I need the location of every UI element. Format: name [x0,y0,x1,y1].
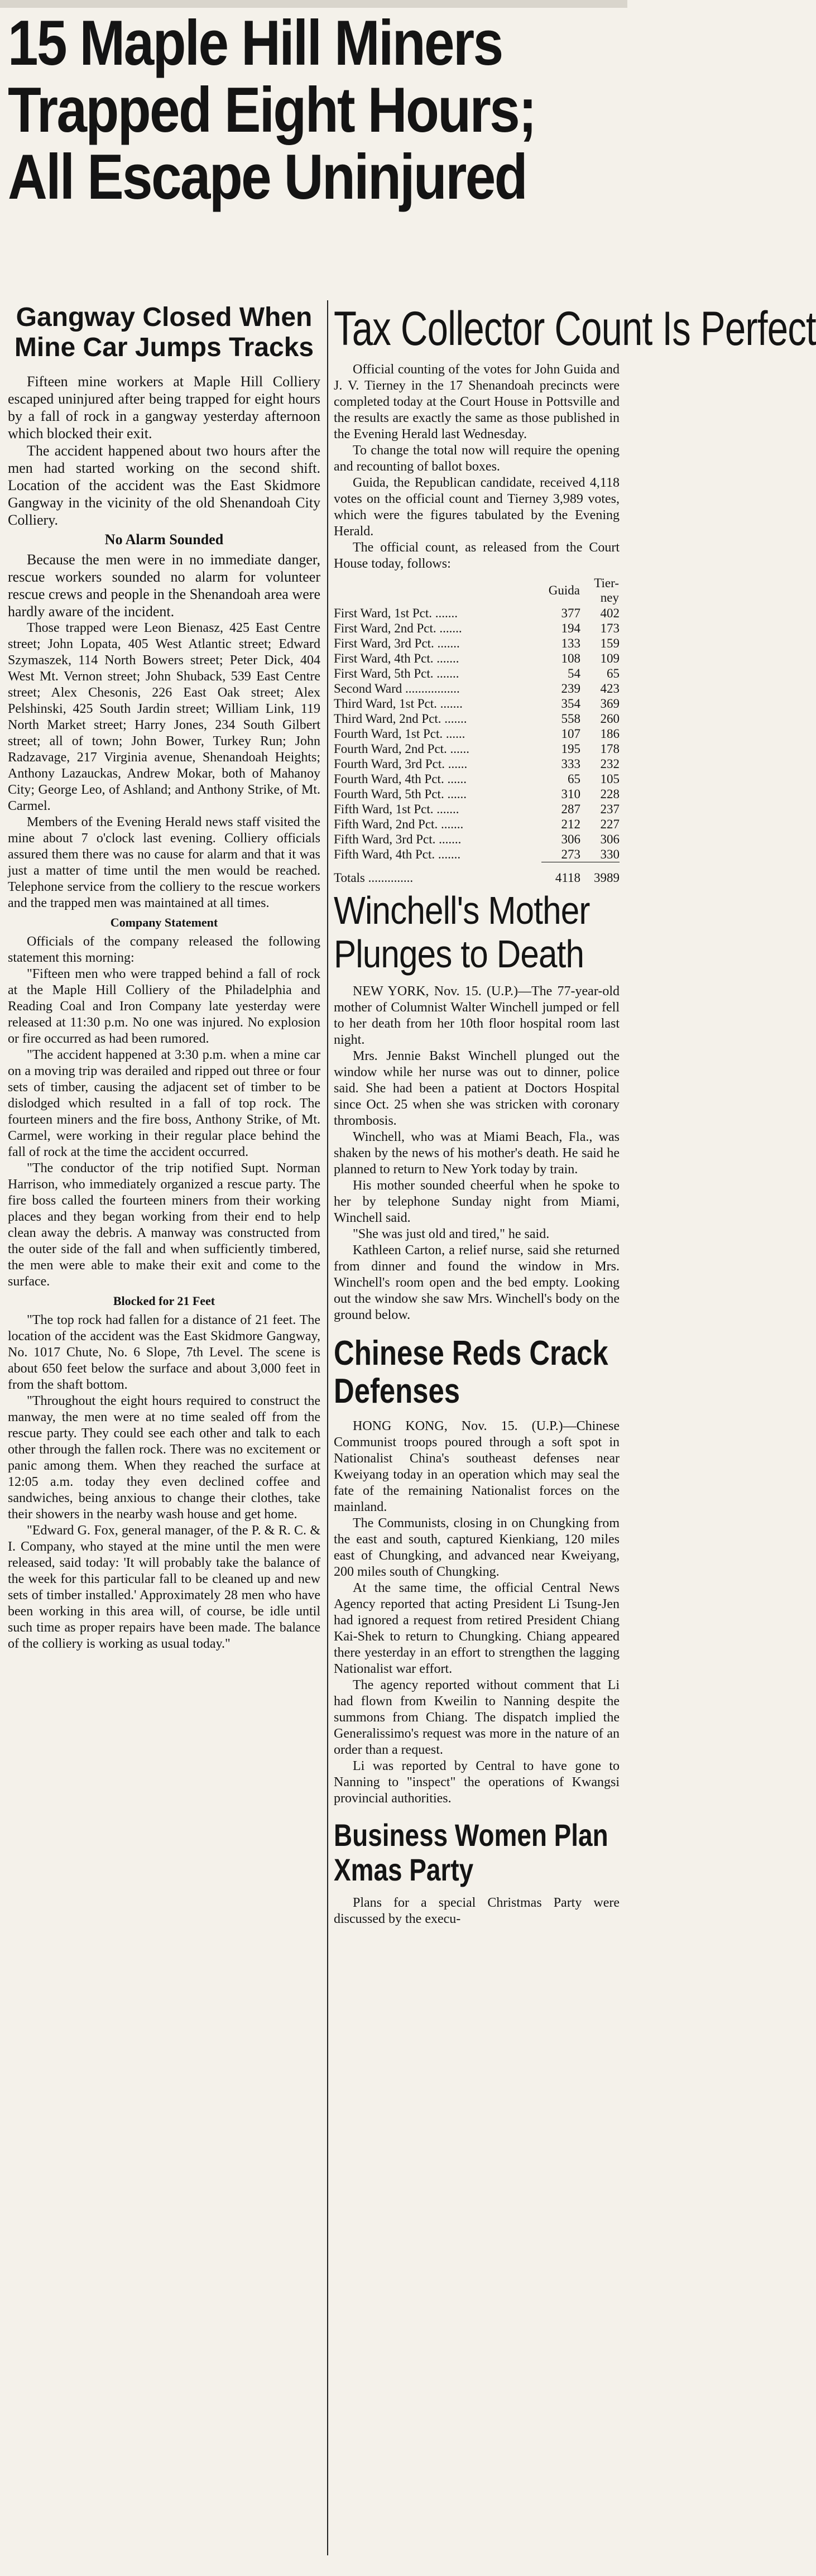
vote-cell-ward: First Ward, 3rd Pct. ....... [334,636,460,650]
vote-row [334,726,620,741]
vote-cell-guida: 306 [561,832,580,846]
reds-story-paragraph: HONG KONG, Nov. 15. (U.P.)—Chinese Communist troops poured through a soft spot in Nationalist China's southeast defenses near Kweiyang today in an operation which may seal the fate of the remaining Nationalist forces on the mainland. [334,1419,620,1514]
vote-row [334,741,620,756]
mine-story-paragraph: "Edward G. Fox, general manager, of the P. & R. C. & I. Company, who stayed at the mine until the men were released, said today: 'It will probably take the balance of the week for this particular fall to be cleaned up and new sets of timber installed.' Approximately 28 men who have been working in this area will, of course, be idle until such time as proper repairs have been made. The balance of the colliery is working as usual today." [8,1523,320,1651]
tierney-column-header: Tier- ney [594,576,619,605]
banner-line-2: Trapped Eight Hours; [8,75,536,146]
vote-cell-tierney: 109 [600,651,620,665]
vote-row [334,651,620,666]
totals-guida: 4118 [541,862,580,886]
vote-cell-guida: 310 [561,787,580,801]
reds-story-paragraph: The Communists, closing in on Chungking from the east and south, captured Kienkiang, 120 miles east of Chungking, and advanced near Kweiyang, 200 miles south of Chungking. [334,1516,620,1579]
subhead-blocked: Blocked for 21 Feet [113,1294,215,1308]
vote-cell-ward: Fourth Ward, 4th Pct. ...... [334,772,467,786]
mine-story-paragraph: Because the men were in no immediate danger, rescue workers sounded no alarm for volunteer rescue crews and people in the Shenandoah area were hardly aware of the incident. [8,551,320,620]
vote-cell-guida: 108 [561,651,580,665]
vote-cell-tierney: 228 [600,787,620,801]
vote-cell-ward: Second Ward ................. [334,682,460,695]
guida-column-header: Guida [548,583,580,597]
vote-cell-guida: 212 [561,817,580,831]
vote-cell-tierney: 105 [600,772,620,786]
winchell-story-paragraph: Mrs. Jennie Bakst Winchell plunged out the window while her nurse was out to dinner, police said. She had been a patient at Doctors Hospital since Oct. 25 when she was stricken with coronary thrombosis. [334,1049,620,1128]
vote-cell-tierney: 173 [600,621,620,635]
vote-cell-guida: 333 [561,757,580,771]
vote-cell-tierney: 369 [600,697,620,711]
banner-headline [8,10,620,211]
vote-cell-guida: 377 [561,606,580,620]
mine-story-paragraph: "Throughout the eight hours required to construct the manway, the men were at no time sealed off from the rescue party. They could see each other and talk to each other through the fallen rock. There was no excitement or panic among them. When they reached the surface at 12:05 a.m. today they even declined coffee and sandwiches, being anxious to change their clothes, take their showers in the nearby wash house and get home. [8,1394,320,1522]
vote-cell-ward: Fourth Ward, 1st Pct. ...... [334,727,465,741]
vote-cell-ward: First Ward, 1st Pct. ....... [334,606,458,620]
reds-story-paragraph: Li was reported by Central to have gone to Nanning to "inspect" the operations of Kwangsi provincial authorities. [334,1759,620,1806]
vote-cell-guida: 273 [561,847,580,861]
vote-cell-tierney: 423 [600,682,620,695]
vote-row [334,621,620,636]
tax-story-headline: Tax Collector Count Is Perfect [334,302,816,356]
reds-story-paragraph: The agency reported without comment that Li had flown from Kweilin to Nanning despite the summons from Chiang. The dispatch implied the Generalissimo's request was more in the nature of an order than a request. [334,1678,620,1757]
vote-row [334,802,620,817]
mine-story-deck: Gangway Closed When Mine Car Jumps Tracks [14,303,314,362]
vote-cell-tierney: 227 [600,817,620,831]
newspaper-page [8,8,816,1926]
vote-cell-guida: 133 [561,636,580,650]
mine-story-paragraph: Officials of the company released the following statement this morning: [8,934,320,965]
winchell-story-paragraph: NEW YORK, Nov. 15. (U.P.)—The 77-year-old mother of Columnist Walter Winchell jumped or fell to her death from her 10th floor hospital room last night. [334,984,620,1047]
vote-cell-guida: 65 [568,772,580,786]
winchell-story-paragraph: "She was just old and tired," he said. [353,1227,550,1241]
mine-story-paragraph: The accident happened about two hours after the men had started working on the second shift. Location of the accident was the East Skidmore Gangway in the vicinity of the old Shenandoah City Colliery. [8,443,320,528]
totals-tierney: 3989 [580,862,620,886]
vote-cell-guida: 239 [561,682,580,695]
mine-story-paragraph: "The conductor of the trip notified Supt. Norman Harrison, who immediately organized a rescue party. The fire boss called the fourteen miners from their working places and they began working from their end to help clean away the debris. A manway was constructed from the outer side of the fall and when sufficiently timbered, the men were able to make their exit and come to the surface. [8,1161,320,1289]
vote-cell-tierney: 178 [600,742,620,756]
vote-count-table [334,575,620,885]
vote-cell-ward: Fourth Ward, 2nd Pct. ...... [334,742,470,756]
vote-cell-ward: First Ward, 5th Pct. ....... [334,666,459,680]
vote-cell-guida: 558 [561,712,580,726]
vote-cell-tierney: 232 [600,757,620,771]
vote-cell-ward: First Ward, 2nd Pct. ....... [334,621,462,635]
vote-row [334,711,620,726]
column-divider [327,300,328,2555]
vote-cell-guida: 354 [561,697,580,711]
winchell-story-paragraph: Kathleen Carton, a relief nurse, said she returned from dinner and found the window in Mrs. Winchell's room open and the bed empty. Looking out the window she saw Mrs. Winchell's body on the ground below. [334,1243,620,1322]
banner-line-1: 15 Maple Hill Miners [8,8,502,79]
vote-cell-tierney: 159 [600,636,620,650]
winchell-story-headline: Winchell's Mother Plunges to Death [334,889,590,976]
vote-row [334,786,620,802]
reds-story-paragraph: At the same time, the official Central News Agency reported that acting President Li Tsung-Jen had ignored a request from retired President Chiang Kai-Shek to return to Chungking. Chiang appeared there yesterday in an effort to strengthen the lagging Nationalist war effort. [334,1581,620,1676]
vote-row [334,847,620,862]
columns [8,300,816,2567]
mine-story-paragraph: "The top rock had fallen for a distance of 21 feet. The location of the accident was the East Skidmore Gangway, No. 1017 Chute, No. 6 Slope, 7th Level. The scene is about 650 feet below the surface and about 3,000 feet in from the shaft bottom. [8,1313,320,1392]
winchell-story-paragraph: Winchell, who was at Miami Beach, Fla., was shaken by the news of his mother's death. He said he planned to return to New York today by train. [334,1130,620,1177]
vote-cell-tierney: 65 [607,666,620,680]
xmas-story-paragraph: Plans for a special Christmas Party were discussed by the execu- [334,1896,620,1926]
vote-cell-tierney: 330 [600,847,620,861]
vote-cell-tierney: 306 [600,832,620,846]
page-top-edge [0,0,627,8]
vote-cell-ward: Fourth Ward, 3rd Pct. ...... [334,757,468,771]
vote-row [334,681,620,696]
vote-row [334,606,620,621]
vote-row [334,832,620,847]
vote-cell-guida: 195 [561,742,580,756]
vote-row [334,756,620,771]
vote-cell-ward: Fourth Ward, 5th Pct. ...... [334,787,467,801]
vote-cell-ward: Fifth Ward, 2nd Pct. ....... [334,817,464,831]
tax-story-paragraph: Guida, the Republican candidate, received 4,118 votes on the official count and Tierney 3,989 votes, which were the figures tabulated by the Evening Herald. [334,476,620,539]
vote-row [334,817,620,832]
vote-cell-guida: 194 [561,621,580,635]
mine-story-paragraph: "Fifteen men who were trapped behind a fall of rock at the Maple Hill Colliery of the Philadelphia and Reading Coal and Iron Company late yesterday were released at 11:30 p.m. No one was injured. No explosion or fire occurred as had been rumored. [8,967,320,1046]
mine-story [8,300,320,1652]
vote-cell-tierney: 402 [600,606,620,620]
vote-cell-tierney: 186 [600,727,620,741]
vote-cell-tierney: 237 [600,802,620,816]
vote-cell-ward: Third Ward, 1st Pct. ....... [334,697,463,711]
vote-cell-ward: Third Ward, 2nd Pct. ....... [334,712,467,726]
vote-cell-ward: Fifth Ward, 1st Pct. ....... [334,802,459,816]
reds-story-headline: Chinese Reds Crack Defenses [334,1334,608,1411]
vote-cell-ward: First Ward, 4th Pct. ....... [334,651,459,665]
vote-cell-guida: 287 [561,802,580,816]
vote-cell-ward: Fifth Ward, 4th Pct. ....... [334,847,461,862]
tax-story-paragraph: To change the total now will require the opening and recounting of ballot boxes. [334,443,620,474]
vote-table-header [334,575,620,606]
vote-row [334,666,620,681]
xmas-story-headline: Business Women Plan Xmas Party [334,1817,608,1887]
vote-cell-ward: Fifth Ward, 3rd Pct. ....... [334,832,462,846]
tax-story-paragraph: The official count, as released from the Court House today, follows: [334,540,620,571]
vote-cell-guida: 54 [568,666,580,680]
subhead-company-statement: Company Statement [110,915,218,929]
vote-totals-row [334,862,620,886]
right-column [334,300,816,1927]
mine-story-paragraph: "The accident happened at 3:30 p.m. when a mine car on a moving trip was derailed and ripped out three or four sets of timber, causing the adjacent set of timber to be dislodged which resulted in a fall of top rock. The fourteen miners and the fire boss, Anthony Strike, of Mt. Carmel, were working in their regular place behind the fall of rock at the time the accident occurred. [8,1048,320,1159]
vote-cell-tierney: 260 [600,712,620,726]
vote-row [334,771,620,786]
mine-story-paragraph: Members of the Evening Herald news staff visited the mine about 7 o'clock last evening. Colliery officials assured them there was no cause for alarm and that it was just a matter of time until the men would be reached. Telephone service from the colliery to the rescue workers and the trapped men was maintained at all times. [8,815,320,910]
tax-story-paragraph: Official counting of the votes for John Guida and J. V. Tierney in the 17 Shenandoah precincts were completed today at the Court House in Pottsville and the results are exactly the same as those published in the Evening Herald last Wednesday. [334,362,620,442]
winchell-story-paragraph: His mother sounded cheerful when he spoke to her by telephone Sunday night from Miami, Winchell said. [334,1178,620,1225]
banner-line-3: All Escape Uninjured [8,142,527,213]
mine-story-paragraph: Those trapped were Leon Bienasz, 425 East Centre street; John Lopata, 405 West Atlantic street; Edward Szymaszek, 114 North Bowers street; Peter Dick, 404 West Mt. Vernon street; John Shuback, 539 East Centre street; Alex Chesonis, 226 East Oak street; Alex Pelshinski, 425 South Jardin street; William Link, 119 North Market street; Harry Jones, 234 South Gilbert street; all of town; John Bower, Turkey Run; John Radzavage, 217 Virginia avenue, Shenandoah Heights; Anthony Lazauckas, Andrew Mokar, both of Mahanoy City; George Leo, of Ashland; and Anthony Strike, of Mt. Carmel. [8,621,320,813]
mine-story-paragraph: Fifteen mine workers at Maple Hill Colliery escaped uninjured after being trapped for eight hours by a fall of rock in a gangway yesterday afternoon which blocked their exit. [8,373,320,442]
vote-row [334,636,620,651]
vote-row [334,696,620,711]
vote-cell-guida: 107 [561,727,580,741]
totals-label: Totals .............. [334,870,414,885]
subhead-no-alarm: No Alarm Sounded [104,531,224,548]
